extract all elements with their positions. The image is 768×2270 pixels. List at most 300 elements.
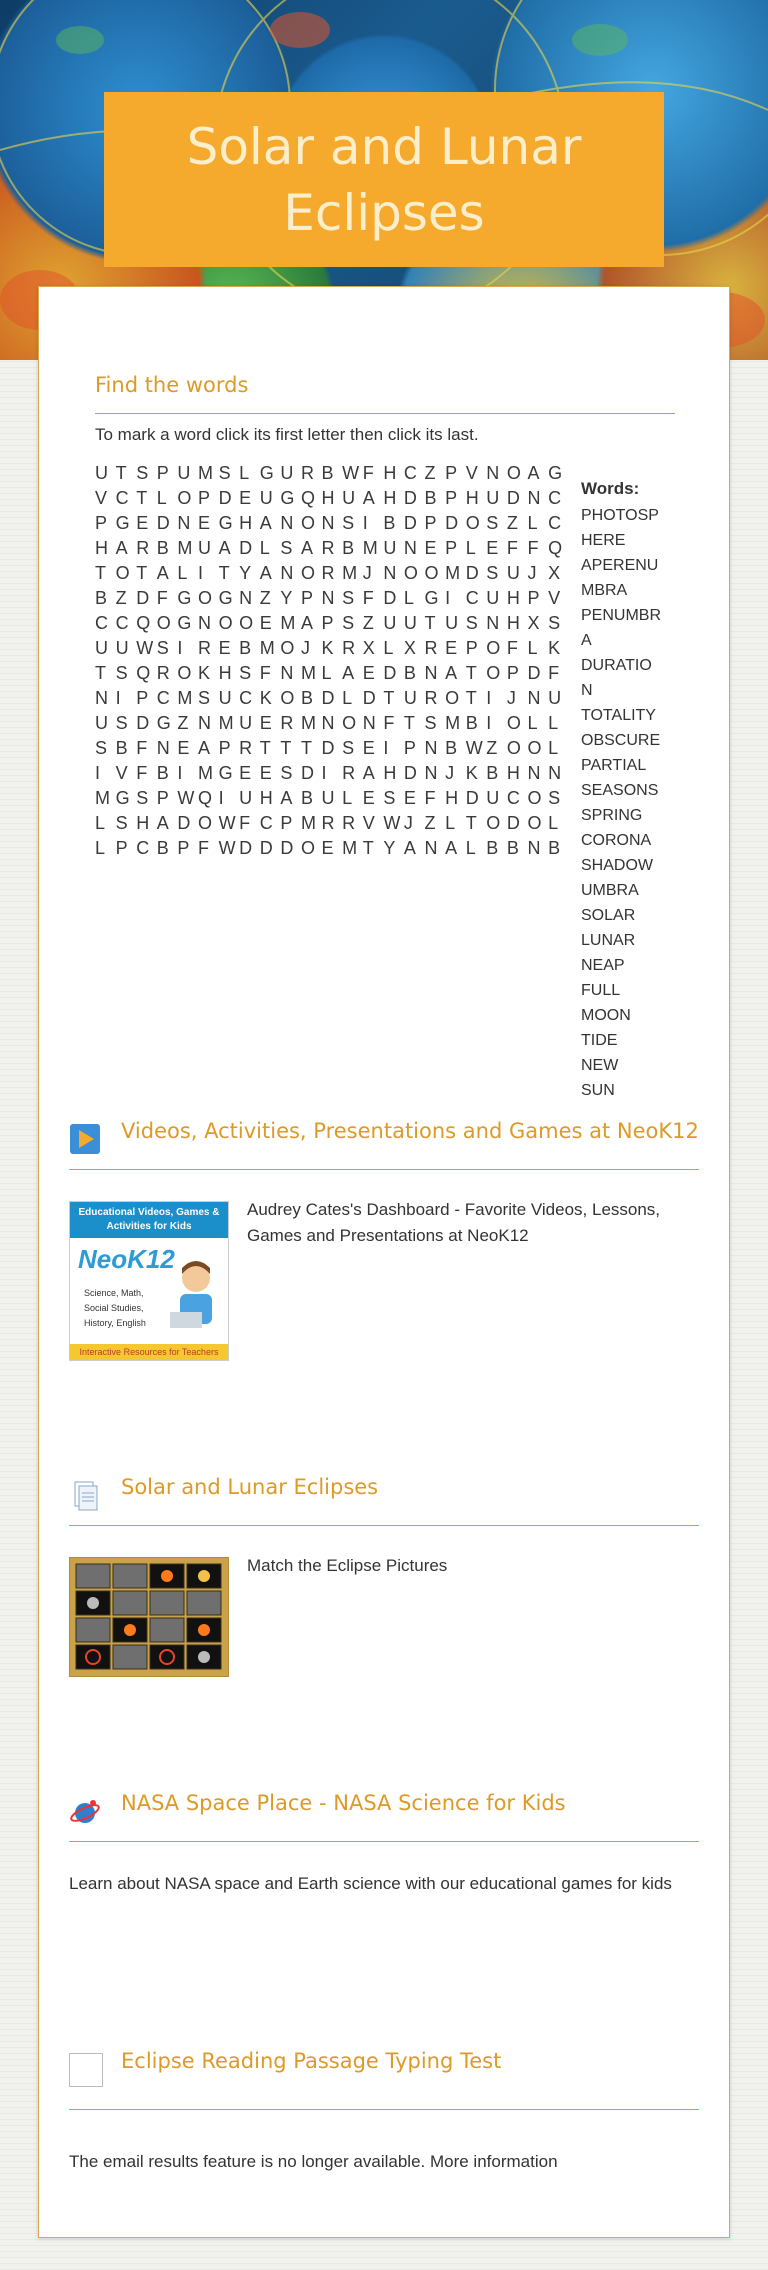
grid-letter[interactable]: Q xyxy=(548,538,563,558)
grid-letter[interactable]: N xyxy=(239,588,253,608)
grid-letter[interactable]: N xyxy=(280,663,294,683)
grid-letter[interactable]: N xyxy=(321,713,335,733)
grid-letter[interactable]: M xyxy=(300,663,316,683)
grid-letter[interactable]: S xyxy=(486,513,499,533)
grid-letter[interactable]: I xyxy=(95,763,101,783)
grid-letter[interactable]: U xyxy=(486,488,500,508)
grid-letter[interactable]: J xyxy=(527,563,537,583)
grid-letter[interactable]: Y xyxy=(239,563,252,583)
grid-letter[interactable]: G xyxy=(115,788,130,808)
grid-letter[interactable]: T xyxy=(424,613,436,633)
grid-letter[interactable]: N xyxy=(177,513,191,533)
grid-letter[interactable]: L xyxy=(465,538,476,558)
grid-letter[interactable]: T xyxy=(300,738,312,758)
grid-letter[interactable]: K xyxy=(259,688,272,708)
grid-letter[interactable]: I xyxy=(383,738,389,758)
grid-letter[interactable]: P xyxy=(445,538,458,558)
grid-letter[interactable]: P xyxy=(506,663,519,683)
grid-letter[interactable]: G xyxy=(218,588,233,608)
grid-letter[interactable]: J xyxy=(445,763,455,783)
grid-letter[interactable]: L xyxy=(342,788,353,808)
wordsearch-grid[interactable] xyxy=(95,463,569,863)
grid-letter[interactable]: Y xyxy=(280,588,293,608)
grid-letter[interactable]: L xyxy=(321,663,332,683)
grid-letter[interactable]: A xyxy=(362,763,375,783)
grid-letter[interactable]: I xyxy=(177,638,183,658)
grid-letter[interactable]: A xyxy=(197,738,210,758)
grid-letter[interactable]: D xyxy=(403,488,417,508)
grid-letter[interactable]: W xyxy=(218,838,236,858)
grid-letter[interactable]: W xyxy=(342,463,360,483)
grid-letter[interactable]: L xyxy=(548,813,559,833)
grid-letter[interactable]: R xyxy=(342,638,356,658)
grid-letter[interactable]: U xyxy=(342,488,356,508)
grid-letter[interactable]: E xyxy=(362,738,375,758)
grid-letter[interactable]: O xyxy=(506,713,521,733)
grid-letter[interactable]: J xyxy=(403,813,413,833)
grid-letter[interactable]: M xyxy=(362,538,378,558)
grid-letter[interactable]: E xyxy=(239,763,252,783)
grid-letter[interactable]: N xyxy=(156,738,170,758)
grid-letter[interactable]: Q xyxy=(197,788,212,808)
grid-letter[interactable]: C xyxy=(115,613,129,633)
grid-letter[interactable]: H xyxy=(321,488,335,508)
grid-letter[interactable]: T xyxy=(362,838,374,858)
grid-letter[interactable]: O xyxy=(280,638,295,658)
grid-letter[interactable]: T xyxy=(115,463,127,483)
grid-letter[interactable]: B xyxy=(239,638,252,658)
grid-letter[interactable]: P xyxy=(156,463,169,483)
grid-letter[interactable]: J xyxy=(362,563,372,583)
grid-letter[interactable]: P xyxy=(445,488,458,508)
grid-letter[interactable]: L xyxy=(239,463,250,483)
grid-letter[interactable]: O xyxy=(197,813,212,833)
grid-letter[interactable]: T xyxy=(403,713,415,733)
grid-letter[interactable]: B xyxy=(156,838,169,858)
grid-letter[interactable]: R xyxy=(136,538,150,558)
grid-letter[interactable]: A xyxy=(156,563,169,583)
grid-letter[interactable]: L xyxy=(156,488,167,508)
grid-letter[interactable]: S xyxy=(115,813,128,833)
grid-letter[interactable]: B xyxy=(424,488,437,508)
grid-letter[interactable]: R xyxy=(342,763,356,783)
grid-letter[interactable]: X xyxy=(362,638,375,658)
grid-letter[interactable]: P xyxy=(136,688,149,708)
grid-letter[interactable]: J xyxy=(506,688,516,708)
grid-letter[interactable]: B xyxy=(465,713,478,733)
grid-letter[interactable]: L xyxy=(548,738,559,758)
grid-letter[interactable]: A xyxy=(300,613,313,633)
grid-letter[interactable]: O xyxy=(342,713,357,733)
grid-letter[interactable]: N xyxy=(403,538,417,558)
grid-letter[interactable]: B xyxy=(156,538,169,558)
grid-letter[interactable]: L xyxy=(548,713,559,733)
grid-letter[interactable]: N xyxy=(321,588,335,608)
grid-letter[interactable]: Z xyxy=(486,738,498,758)
grid-letter[interactable]: S xyxy=(156,638,169,658)
grid-letter[interactable]: T xyxy=(259,738,271,758)
grid-letter[interactable]: N xyxy=(362,713,376,733)
grid-letter[interactable]: E xyxy=(218,638,231,658)
grid-letter[interactable]: C xyxy=(115,488,129,508)
grid-letter[interactable]: N xyxy=(486,613,500,633)
grid-letter[interactable]: H xyxy=(383,463,397,483)
grid-letter[interactable]: L xyxy=(527,513,538,533)
grid-letter[interactable]: D xyxy=(259,838,273,858)
grid-letter[interactable]: E xyxy=(362,663,375,683)
grid-letter[interactable]: E xyxy=(259,613,272,633)
grid-letter[interactable]: Z xyxy=(177,713,189,733)
grid-letter[interactable]: D xyxy=(465,563,479,583)
neok12-link[interactable]: Audrey Cates's Dashboard - Favorite Videos, Lessons, Games and Presentations at NeoK12 xyxy=(247,1200,661,1245)
grid-letter[interactable]: O xyxy=(445,688,460,708)
grid-letter[interactable]: R xyxy=(197,638,211,658)
grid-letter[interactable]: I xyxy=(115,688,121,708)
grid-letter[interactable]: Z xyxy=(259,588,271,608)
grid-letter[interactable]: S xyxy=(424,713,437,733)
grid-letter[interactable]: D xyxy=(156,513,170,533)
grid-letter[interactable]: L xyxy=(465,838,476,858)
grid-letter[interactable]: N xyxy=(486,463,500,483)
grid-letter[interactable]: M xyxy=(177,688,193,708)
grid-letter[interactable]: B xyxy=(403,663,416,683)
grid-letter[interactable]: N xyxy=(548,763,562,783)
grid-letter[interactable]: S xyxy=(136,788,149,808)
grid-letter[interactable]: E xyxy=(177,738,190,758)
grid-letter[interactable]: D xyxy=(136,713,150,733)
grid-letter[interactable]: N xyxy=(280,563,294,583)
grid-letter[interactable]: G xyxy=(548,463,563,483)
grid-letter[interactable]: U xyxy=(403,613,417,633)
grid-letter[interactable]: U xyxy=(506,563,520,583)
grid-letter[interactable]: W xyxy=(383,813,401,833)
grid-letter[interactable]: W xyxy=(218,813,236,833)
grid-letter[interactable]: N xyxy=(527,488,541,508)
grid-letter[interactable]: F xyxy=(527,538,539,558)
grid-letter[interactable]: T xyxy=(136,488,148,508)
grid-letter[interactable]: N xyxy=(527,763,541,783)
grid-letter[interactable]: C xyxy=(259,813,273,833)
grid-letter[interactable]: V xyxy=(115,763,128,783)
grid-letter[interactable]: S xyxy=(342,513,355,533)
grid-letter[interactable]: D xyxy=(403,513,417,533)
grid-letter[interactable]: D xyxy=(177,813,191,833)
grid-letter[interactable]: U xyxy=(486,588,500,608)
grid-letter[interactable]: D xyxy=(239,838,253,858)
grid-letter[interactable]: L xyxy=(95,838,106,858)
grid-letter[interactable]: K xyxy=(548,638,561,658)
grid-letter[interactable]: N xyxy=(383,563,397,583)
grid-letter[interactable]: M xyxy=(197,763,213,783)
grid-letter[interactable]: B xyxy=(506,838,519,858)
grid-letter[interactable]: A xyxy=(342,663,355,683)
grid-letter[interactable]: H xyxy=(465,488,479,508)
grid-letter[interactable]: F xyxy=(197,838,209,858)
grid-letter[interactable]: H xyxy=(445,788,459,808)
grid-letter[interactable]: P xyxy=(115,838,128,858)
grid-letter[interactable]: W xyxy=(465,738,483,758)
grid-letter[interactable]: R xyxy=(342,813,356,833)
grid-letter[interactable]: Z xyxy=(115,588,127,608)
grid-letter[interactable]: H xyxy=(506,763,520,783)
grid-letter[interactable]: D xyxy=(321,738,335,758)
neok12-thumbnail[interactable] xyxy=(69,1201,229,1361)
grid-letter[interactable]: F xyxy=(506,638,518,658)
grid-letter[interactable]: L xyxy=(445,813,456,833)
grid-letter[interactable]: T xyxy=(218,563,230,583)
grid-letter[interactable]: V xyxy=(465,463,478,483)
grid-letter[interactable]: M xyxy=(445,713,461,733)
grid-letter[interactable]: N xyxy=(197,613,211,633)
grid-letter[interactable]: F xyxy=(424,788,436,808)
grid-letter[interactable]: E xyxy=(197,513,210,533)
grid-letter[interactable]: C xyxy=(239,688,253,708)
grid-letter[interactable]: F xyxy=(156,588,168,608)
grid-letter[interactable]: A xyxy=(445,663,458,683)
grid-letter[interactable]: E xyxy=(136,513,149,533)
grid-letter[interactable]: D xyxy=(465,788,479,808)
grid-letter[interactable]: I xyxy=(218,788,224,808)
grid-letter[interactable]: E xyxy=(362,788,375,808)
grid-letter[interactable]: D xyxy=(403,763,417,783)
grid-letter[interactable]: G xyxy=(424,588,439,608)
grid-letter[interactable]: H xyxy=(259,788,273,808)
grid-letter[interactable]: H xyxy=(506,588,520,608)
grid-letter[interactable]: H xyxy=(506,613,520,633)
grid-letter[interactable]: D xyxy=(506,488,520,508)
grid-letter[interactable]: A xyxy=(115,538,128,558)
grid-letter[interactable]: X xyxy=(527,613,540,633)
grid-letter[interactable]: U xyxy=(383,613,397,633)
grid-letter[interactable]: D xyxy=(506,813,520,833)
grid-letter[interactable]: B xyxy=(300,688,313,708)
grid-letter[interactable]: N xyxy=(95,688,108,708)
grid-letter[interactable]: S xyxy=(465,613,478,633)
grid-letter[interactable]: U xyxy=(115,638,129,658)
grid-letter[interactable]: F xyxy=(362,463,374,483)
grid-letter[interactable]: T xyxy=(136,563,148,583)
grid-letter[interactable]: I xyxy=(321,763,327,783)
grid-letter[interactable]: N xyxy=(424,738,438,758)
grid-letter[interactable]: E xyxy=(445,638,458,658)
grid-letter[interactable]: U xyxy=(239,713,253,733)
grid-letter[interactable]: O xyxy=(156,613,171,633)
grid-letter[interactable]: O xyxy=(280,688,295,708)
grid-letter[interactable]: F xyxy=(136,763,148,783)
grid-letter[interactable]: S xyxy=(548,788,561,808)
grid-letter[interactable]: N xyxy=(527,688,541,708)
grid-letter[interactable]: P xyxy=(527,588,540,608)
grid-letter[interactable]: H xyxy=(383,488,397,508)
grid-letter[interactable]: F xyxy=(362,588,374,608)
grid-letter[interactable]: U xyxy=(548,688,562,708)
grid-letter[interactable]: M xyxy=(300,813,316,833)
grid-letter[interactable]: G xyxy=(177,613,192,633)
grid-letter[interactable]: H xyxy=(239,513,253,533)
grid-letter[interactable]: R xyxy=(424,688,438,708)
grid-letter[interactable]: C xyxy=(403,463,417,483)
grid-letter[interactable]: T xyxy=(95,663,106,683)
grid-letter[interactable]: L xyxy=(259,538,270,558)
grid-letter[interactable]: T xyxy=(95,563,106,583)
grid-letter[interactable]: G xyxy=(218,513,233,533)
grid-letter[interactable]: R xyxy=(156,663,170,683)
grid-letter[interactable]: D xyxy=(527,663,541,683)
grid-letter[interactable]: P xyxy=(300,588,313,608)
grid-letter[interactable]: E xyxy=(259,763,272,783)
grid-letter[interactable]: S xyxy=(136,463,149,483)
grid-letter[interactable]: E xyxy=(239,488,252,508)
grid-letter[interactable]: I xyxy=(486,713,492,733)
grid-letter[interactable]: A xyxy=(259,563,272,583)
grid-letter[interactable]: D xyxy=(445,513,459,533)
grid-letter[interactable]: B xyxy=(548,838,561,858)
grid-letter[interactable]: B xyxy=(342,538,355,558)
grid-letter[interactable]: O xyxy=(300,838,315,858)
grid-letter[interactable]: R xyxy=(321,813,335,833)
grid-letter[interactable]: O xyxy=(218,613,233,633)
grid-letter[interactable]: D xyxy=(321,688,335,708)
grid-letter[interactable]: D xyxy=(239,538,253,558)
grid-letter[interactable]: O xyxy=(527,813,542,833)
grid-letter[interactable]: U xyxy=(95,463,108,483)
grid-letter[interactable]: M xyxy=(218,713,234,733)
grid-letter[interactable]: S xyxy=(486,563,499,583)
grid-letter[interactable]: I xyxy=(486,688,492,708)
grid-letter[interactable]: A xyxy=(156,813,169,833)
grid-letter[interactable]: U xyxy=(383,538,397,558)
grid-letter[interactable]: I xyxy=(362,513,368,533)
grid-letter[interactable]: X xyxy=(403,638,416,658)
grid-letter[interactable]: U xyxy=(197,538,211,558)
grid-letter[interactable]: R xyxy=(300,463,314,483)
grid-letter[interactable]: M xyxy=(300,713,316,733)
grid-letter[interactable]: L xyxy=(527,638,538,658)
grid-letter[interactable]: P xyxy=(280,813,293,833)
grid-letter[interactable]: F xyxy=(259,663,271,683)
grid-letter[interactable]: T xyxy=(280,738,292,758)
grid-letter[interactable]: M xyxy=(280,613,296,633)
grid-letter[interactable]: B xyxy=(156,763,169,783)
grid-letter[interactable]: H xyxy=(383,763,397,783)
grid-letter[interactable]: G xyxy=(156,713,171,733)
grid-letter[interactable]: H xyxy=(136,813,150,833)
grid-letter[interactable]: M xyxy=(95,788,110,808)
grid-letter[interactable]: O xyxy=(506,738,521,758)
grid-letter[interactable]: P xyxy=(445,463,458,483)
grid-letter[interactable]: S xyxy=(115,713,128,733)
grid-letter[interactable]: O xyxy=(239,613,254,633)
grid-letter[interactable]: H xyxy=(95,538,108,558)
grid-letter[interactable]: O xyxy=(486,638,501,658)
grid-letter[interactable]: R xyxy=(321,538,335,558)
grid-letter[interactable]: U xyxy=(403,688,417,708)
grid-letter[interactable]: A xyxy=(259,513,272,533)
grid-letter[interactable]: A xyxy=(280,788,293,808)
grid-letter[interactable]: D xyxy=(383,663,397,683)
grid-letter[interactable]: F xyxy=(506,538,518,558)
grid-letter[interactable]: A xyxy=(403,838,416,858)
grid-letter[interactable]: I xyxy=(177,763,183,783)
grid-letter[interactable]: C xyxy=(548,513,562,533)
grid-letter[interactable]: B xyxy=(115,738,128,758)
grid-letter[interactable]: C xyxy=(465,588,479,608)
grid-letter[interactable]: A xyxy=(218,538,231,558)
grid-letter[interactable]: P xyxy=(95,513,108,533)
grid-letter[interactable]: O xyxy=(177,488,192,508)
grid-letter[interactable]: B xyxy=(95,588,108,608)
grid-letter[interactable]: V xyxy=(548,588,561,608)
grid-letter[interactable]: S xyxy=(239,663,252,683)
grid-letter[interactable]: S xyxy=(197,688,210,708)
grid-letter[interactable]: C xyxy=(95,613,108,633)
grid-letter[interactable]: A xyxy=(527,463,540,483)
grid-letter[interactable]: P xyxy=(465,638,478,658)
grid-letter[interactable]: N xyxy=(197,713,211,733)
grid-letter[interactable]: M xyxy=(342,838,358,858)
grid-letter[interactable]: C xyxy=(506,788,520,808)
grid-letter[interactable]: Q xyxy=(300,488,315,508)
grid-letter[interactable]: U xyxy=(218,688,232,708)
grid-letter[interactable]: O xyxy=(527,738,542,758)
grid-letter[interactable]: B xyxy=(486,838,499,858)
grid-letter[interactable]: X xyxy=(548,563,561,583)
grid-letter[interactable]: V xyxy=(362,813,375,833)
grid-letter[interactable]: I xyxy=(197,563,203,583)
grid-letter[interactable]: L xyxy=(403,588,414,608)
grid-letter[interactable]: A xyxy=(362,488,375,508)
grid-letter[interactable]: O xyxy=(465,513,480,533)
grid-letter[interactable]: N xyxy=(424,763,438,783)
grid-letter[interactable]: T xyxy=(383,688,395,708)
grid-letter[interactable]: D xyxy=(362,688,376,708)
grid-letter[interactable]: O xyxy=(177,663,192,683)
grid-letter[interactable]: G xyxy=(177,588,192,608)
grid-letter[interactable]: G xyxy=(280,488,295,508)
grid-letter[interactable]: L xyxy=(177,563,188,583)
grid-letter[interactable]: O xyxy=(300,563,315,583)
grid-letter[interactable]: L xyxy=(342,688,353,708)
grid-letter[interactable]: P xyxy=(218,738,231,758)
grid-letter[interactable]: U xyxy=(445,613,459,633)
grid-letter[interactable]: S xyxy=(95,738,108,758)
grid-letter[interactable]: F xyxy=(239,813,251,833)
grid-letter[interactable]: L xyxy=(95,813,106,833)
grid-letter[interactable]: L xyxy=(383,638,394,658)
grid-letter[interactable]: O xyxy=(486,663,501,683)
grid-letter[interactable]: P xyxy=(156,788,169,808)
grid-letter[interactable]: Z xyxy=(424,813,436,833)
grid-letter[interactable]: B xyxy=(445,738,458,758)
grid-letter[interactable]: M xyxy=(259,638,275,658)
grid-letter[interactable]: P xyxy=(403,738,416,758)
grid-letter[interactable]: T xyxy=(465,663,477,683)
grid-letter[interactable]: S xyxy=(342,588,355,608)
grid-letter[interactable]: Z xyxy=(362,613,374,633)
grid-letter[interactable]: K xyxy=(321,638,334,658)
grid-letter[interactable]: E xyxy=(259,713,272,733)
grid-letter[interactable]: Z xyxy=(424,463,436,483)
grid-letter[interactable]: R xyxy=(280,713,294,733)
grid-letter[interactable]: F xyxy=(548,663,560,683)
grid-letter[interactable]: K xyxy=(197,663,210,683)
grid-letter[interactable]: U xyxy=(259,488,273,508)
grid-letter[interactable]: E xyxy=(321,838,334,858)
grid-letter[interactable]: I xyxy=(445,588,451,608)
grid-letter[interactable]: U xyxy=(177,463,191,483)
grid-letter[interactable]: E xyxy=(424,538,437,558)
grid-letter[interactable]: B xyxy=(321,463,334,483)
